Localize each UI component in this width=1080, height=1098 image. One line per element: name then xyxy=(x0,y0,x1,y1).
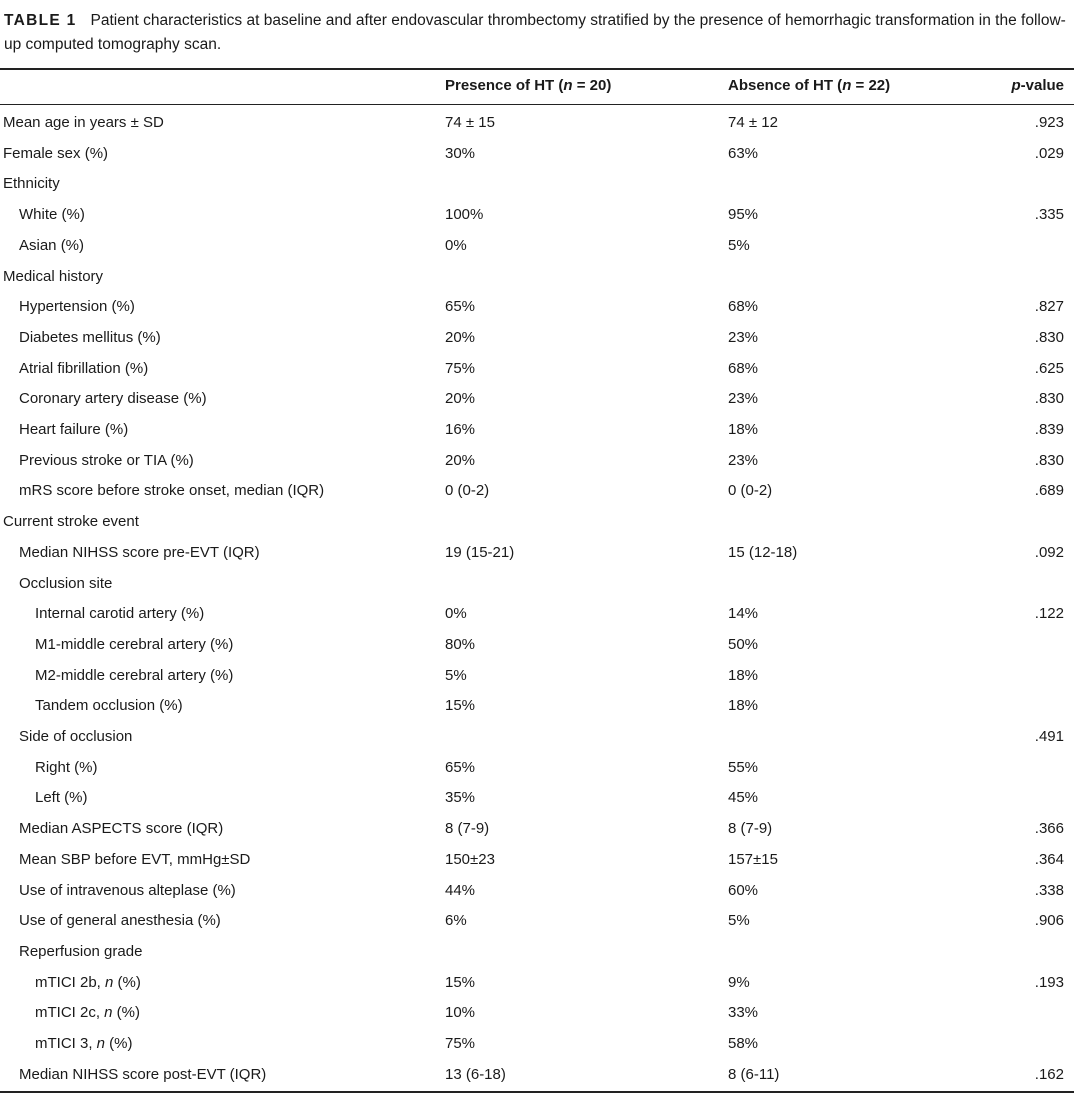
cell-absence-ht: 157±15 xyxy=(728,850,778,868)
row-label: Reperfusion grade xyxy=(19,942,143,960)
cell-p-value: .923 xyxy=(1034,114,1064,131)
cell-absence-ht: 23% xyxy=(728,390,759,408)
table-row xyxy=(0,910,1074,941)
table-row xyxy=(0,757,1074,788)
cell-presence-ht: 20% xyxy=(445,451,476,469)
table-row xyxy=(0,296,1074,327)
cell-presence-ht: 20% xyxy=(445,390,476,408)
cell-p-value: .830 xyxy=(1034,390,1064,408)
cell-p-value: .830 xyxy=(1034,451,1064,469)
row-label-italic: n xyxy=(104,1004,113,1022)
row-label-italic: n xyxy=(96,1035,106,1052)
cell-presence-ht: 30% xyxy=(445,144,476,162)
cell-presence-ht: 15% xyxy=(445,973,476,991)
cell-presence-ht: 0 (0-2) xyxy=(445,482,490,500)
table-row xyxy=(0,787,1074,818)
cell-absence-ht: 5% xyxy=(728,236,750,254)
cell-presence-ht: 100% xyxy=(445,206,484,224)
cell-p-value: .338 xyxy=(1034,881,1064,899)
row-label: Ethnicity xyxy=(3,175,60,193)
cell-p-value: .092 xyxy=(1034,543,1064,561)
table-row xyxy=(0,112,1074,143)
row-label: Right (%) xyxy=(35,758,98,776)
cell-absence-ht: 15 (12-18) xyxy=(728,543,798,561)
caption-text: Patient characteristics at baseline and after endovascular thrombectomy stratified by the presence of hemorrhagic transformation in the follow-up computed tomography scan. xyxy=(4,12,1066,53)
cell-presence-ht: 75% xyxy=(445,359,476,377)
row-label: Coronary artery disease (%) xyxy=(19,390,207,408)
cell-absence-ht: 18% xyxy=(728,697,759,715)
cell-presence-ht: 65% xyxy=(445,758,476,776)
table-row xyxy=(0,634,1074,665)
cell-absence-ht: 68% xyxy=(728,359,759,377)
cell-p-value: .366 xyxy=(1034,820,1064,838)
cell-presence-ht: 75% xyxy=(445,1035,476,1052)
row-label xyxy=(35,1033,133,1055)
row-label: Occlusion site xyxy=(19,574,113,592)
cell-absence-ht: 74 ± 12 xyxy=(728,114,778,131)
row-label: Asian (%) xyxy=(19,236,85,254)
row-label: Previous stroke or TIA (%) xyxy=(19,451,194,469)
table-label: TABLE 1 xyxy=(4,12,77,29)
row-label: Use of intravenous alteplase (%) xyxy=(19,881,236,899)
table-row xyxy=(0,603,1074,634)
cell-absence-ht: 0 (0-2) xyxy=(728,482,773,500)
row-label: Use of general anesthesia (%) xyxy=(19,912,221,930)
cell-presence-ht: 35% xyxy=(445,789,476,807)
cell-presence-ht: 15% xyxy=(445,697,476,715)
row-label-text: mTICI 3, xyxy=(35,1035,97,1052)
cell-absence-ht: 60% xyxy=(728,881,759,899)
cell-presence-ht: 20% xyxy=(445,328,476,346)
row-label: Female sex (%) xyxy=(3,144,109,162)
cell-presence-ht: 0% xyxy=(445,605,467,623)
row-label-text: mTICI 2c, xyxy=(35,1004,105,1022)
table-row xyxy=(0,143,1074,174)
bottom-rule xyxy=(0,1091,1074,1093)
row-label: Hypertension (%) xyxy=(19,298,135,316)
cell-p-value: .162 xyxy=(1034,1065,1064,1083)
table-row xyxy=(0,511,1074,542)
row-label: Heart failure (%) xyxy=(19,421,129,438)
row-label: Median NIHSS score post-EVT (IQR) xyxy=(19,1065,267,1083)
row-label-suffix: (%) xyxy=(113,973,141,991)
row-label: Tandem occlusion (%) xyxy=(35,697,183,715)
table-row xyxy=(0,450,1074,481)
table-row xyxy=(0,173,1074,204)
cell-absence-ht: 45% xyxy=(728,789,759,807)
cell-absence-ht: 50% xyxy=(728,635,759,653)
row-label: Mean age in years ± SD xyxy=(3,114,164,131)
row-label xyxy=(35,1002,140,1024)
cell-presence-ht: 16% xyxy=(445,421,476,438)
cell-absence-ht: 33% xyxy=(728,1004,759,1022)
cell-presence-ht: 13 (6-18) xyxy=(445,1065,506,1083)
table-row xyxy=(0,573,1074,604)
table-row xyxy=(0,388,1074,419)
table-row xyxy=(0,1033,1074,1064)
row-label-text: mTICI 2b, xyxy=(35,973,106,991)
row-label: M2-middle cerebral artery (%) xyxy=(35,666,234,684)
row-label: Side of occlusion xyxy=(19,728,133,745)
cell-absence-ht: 14% xyxy=(728,605,759,623)
table-row xyxy=(0,358,1074,389)
row-label: Atrial fibrillation (%) xyxy=(19,359,149,377)
cell-absence-ht: 23% xyxy=(728,328,759,346)
cell-p-value: .906 xyxy=(1034,912,1064,930)
header-p-value: p-value xyxy=(1011,77,1064,94)
cell-presence-ht: 80% xyxy=(445,635,476,653)
cell-absence-ht: 9% xyxy=(728,973,750,991)
cell-p-value: .827 xyxy=(1034,298,1064,316)
cell-presence-ht: 44% xyxy=(445,881,476,899)
cell-absence-ht: 55% xyxy=(728,758,759,776)
table-row xyxy=(0,480,1074,511)
table-row xyxy=(0,419,1074,450)
row-label: White (%) xyxy=(19,206,85,224)
table-row xyxy=(0,695,1074,726)
table-row xyxy=(0,941,1074,972)
table-row xyxy=(0,266,1074,297)
cell-absence-ht: 68% xyxy=(728,298,759,316)
cell-absence-ht: 23% xyxy=(728,451,759,469)
table-row xyxy=(0,880,1074,911)
cell-absence-ht: 18% xyxy=(728,666,759,684)
cell-absence-ht: 95% xyxy=(728,206,759,224)
cell-presence-ht: 6% xyxy=(445,912,467,930)
row-label: Internal carotid artery (%) xyxy=(35,605,205,623)
header-rule xyxy=(0,104,1074,105)
cell-p-value: .839 xyxy=(1034,421,1064,438)
cell-p-value: .193 xyxy=(1034,973,1064,991)
row-label xyxy=(35,972,141,994)
cell-absence-ht: 5% xyxy=(728,912,750,930)
cell-presence-ht: 150±23 xyxy=(445,850,495,868)
row-label: Diabetes mellitus (%) xyxy=(19,328,161,346)
table-row xyxy=(0,665,1074,696)
row-label-suffix: (%) xyxy=(105,1035,133,1052)
table-row xyxy=(0,204,1074,235)
table-row xyxy=(0,972,1074,1003)
cell-p-value: .689 xyxy=(1034,482,1064,500)
cell-absence-ht: 8 (6-11) xyxy=(728,1065,780,1083)
cell-p-value: .491 xyxy=(1034,728,1064,745)
row-label: Current stroke event xyxy=(3,513,139,531)
cell-p-value: .029 xyxy=(1034,144,1064,162)
table-row xyxy=(0,235,1074,266)
row-label: M1-middle cerebral artery (%) xyxy=(35,635,234,653)
row-label: Median ASPECTS score (IQR) xyxy=(19,820,224,838)
table-caption xyxy=(4,9,1074,57)
cell-absence-ht: 18% xyxy=(728,421,759,438)
cell-presence-ht: 0% xyxy=(445,236,467,254)
table-row xyxy=(0,726,1074,757)
row-label-suffix: (%) xyxy=(112,1004,141,1022)
cell-presence-ht: 10% xyxy=(445,1004,476,1022)
cell-presence-ht: 19 (15-21) xyxy=(445,543,515,561)
cell-presence-ht: 65% xyxy=(445,298,476,316)
cell-presence-ht: 74 ± 15 xyxy=(445,114,495,131)
row-label: mRS score before stroke onset, median (IQR) xyxy=(19,482,325,500)
cell-absence-ht: 63% xyxy=(728,144,759,162)
cell-p-value: .625 xyxy=(1034,359,1064,377)
header-absence-ht: Absence of HT (n = 22) xyxy=(728,77,891,94)
header-presence-ht: Presence of HT (n = 20) xyxy=(445,77,612,94)
row-label: Mean SBP before EVT, mmHg±SD xyxy=(19,850,251,868)
cell-absence-ht: 58% xyxy=(728,1035,759,1052)
table-row xyxy=(0,542,1074,573)
cell-absence-ht: 8 (7-9) xyxy=(728,820,773,838)
cell-presence-ht: 8 (7-9) xyxy=(445,820,490,838)
top-rule xyxy=(0,68,1074,70)
cell-p-value: .830 xyxy=(1034,328,1064,346)
row-label: Left (%) xyxy=(35,789,88,807)
row-label: Median NIHSS score pre-EVT (IQR) xyxy=(19,543,260,561)
table-row xyxy=(0,1002,1074,1033)
table-row xyxy=(0,818,1074,849)
cell-p-value: .335 xyxy=(1034,206,1064,224)
row-label: Medical history xyxy=(3,267,104,285)
cell-p-value: .122 xyxy=(1034,605,1064,623)
row-label-italic: n xyxy=(105,973,114,991)
table-row xyxy=(0,849,1074,880)
cell-p-value: .364 xyxy=(1034,850,1064,868)
cell-presence-ht: 5% xyxy=(445,666,467,684)
table-row xyxy=(0,327,1074,358)
